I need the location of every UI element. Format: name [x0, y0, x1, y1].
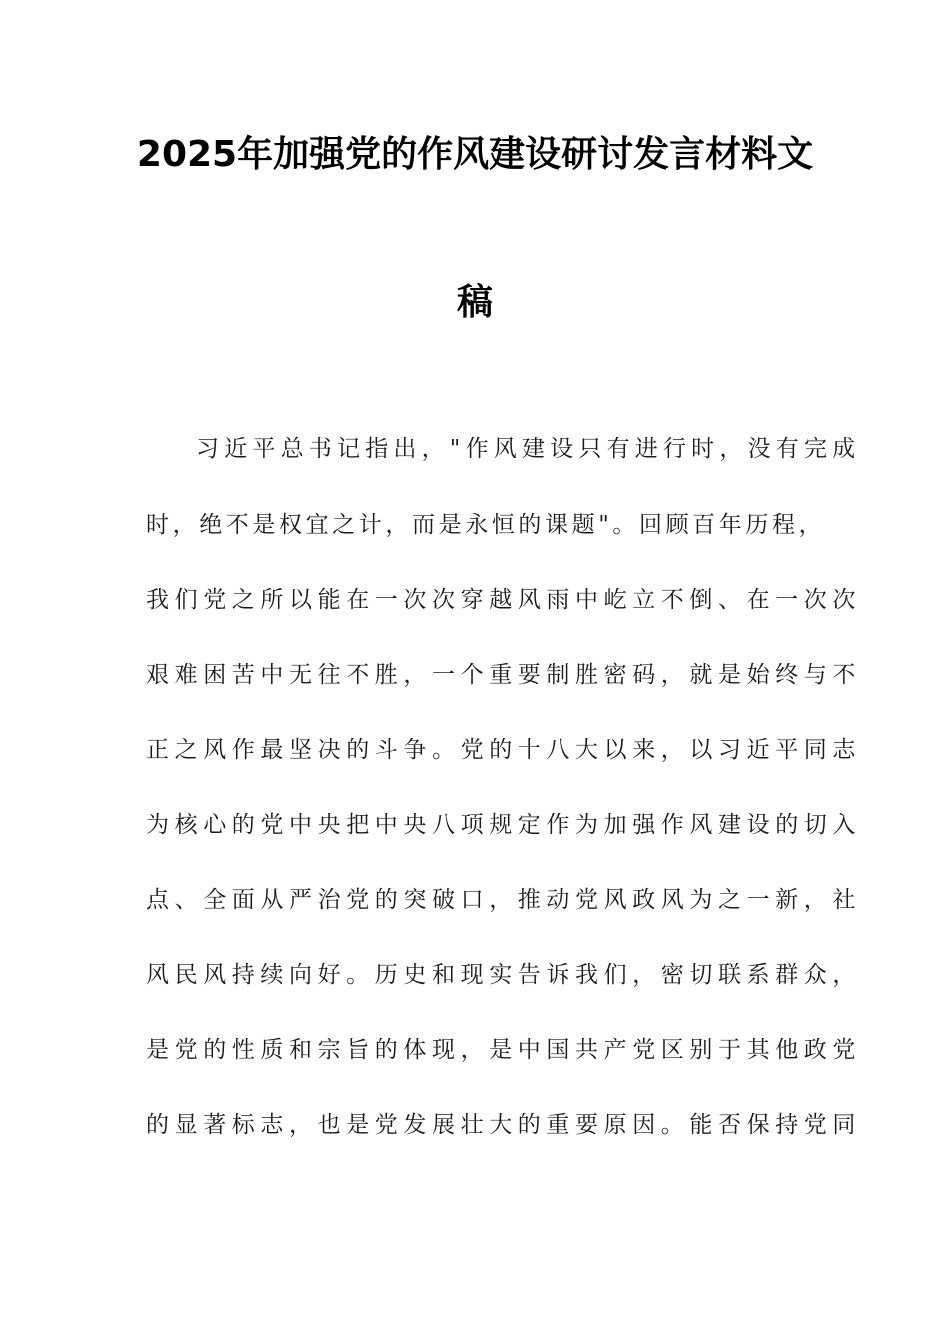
body-line: 艰难困苦中无往不胜，一个重要制胜密码，就是始终与不 [146, 662, 861, 688]
body-line: 习近平总书记指出，"作风建设只有进行时，没有完成 [196, 436, 861, 462]
document-title-line-2: 稿 [456, 282, 493, 323]
body-line: 点、全面从严治党的突破口，推动党风政风为之一新，社 [146, 887, 861, 913]
body-line: 我们党之所以能在一次次穿越风雨中屹立不倒、在一次次 [146, 587, 861, 613]
body-line: 的显著标志，也是党发展壮大的重要原因。能否保持党同 [146, 1112, 861, 1138]
document-title-line-1: 2025年加强党的作风建设研讨发言材料文 [136, 134, 814, 175]
body-line: 为核心的党中央把中央八项规定作为加强作风建设的切入 [146, 812, 861, 838]
body-line: 时，绝不是权宜之计，而是永恒的课题"。回顾百年历程， [146, 512, 826, 538]
body-line: 正之风作最坚决的斗争。党的十八大以来，以习近平同志 [146, 737, 861, 763]
body-line: 是党的性质和宗旨的体现，是中国共产党区别于其他政党 [146, 1037, 861, 1063]
body-line: 风民风持续向好。历史和现实告诉我们，密切联系群众， [146, 962, 861, 988]
